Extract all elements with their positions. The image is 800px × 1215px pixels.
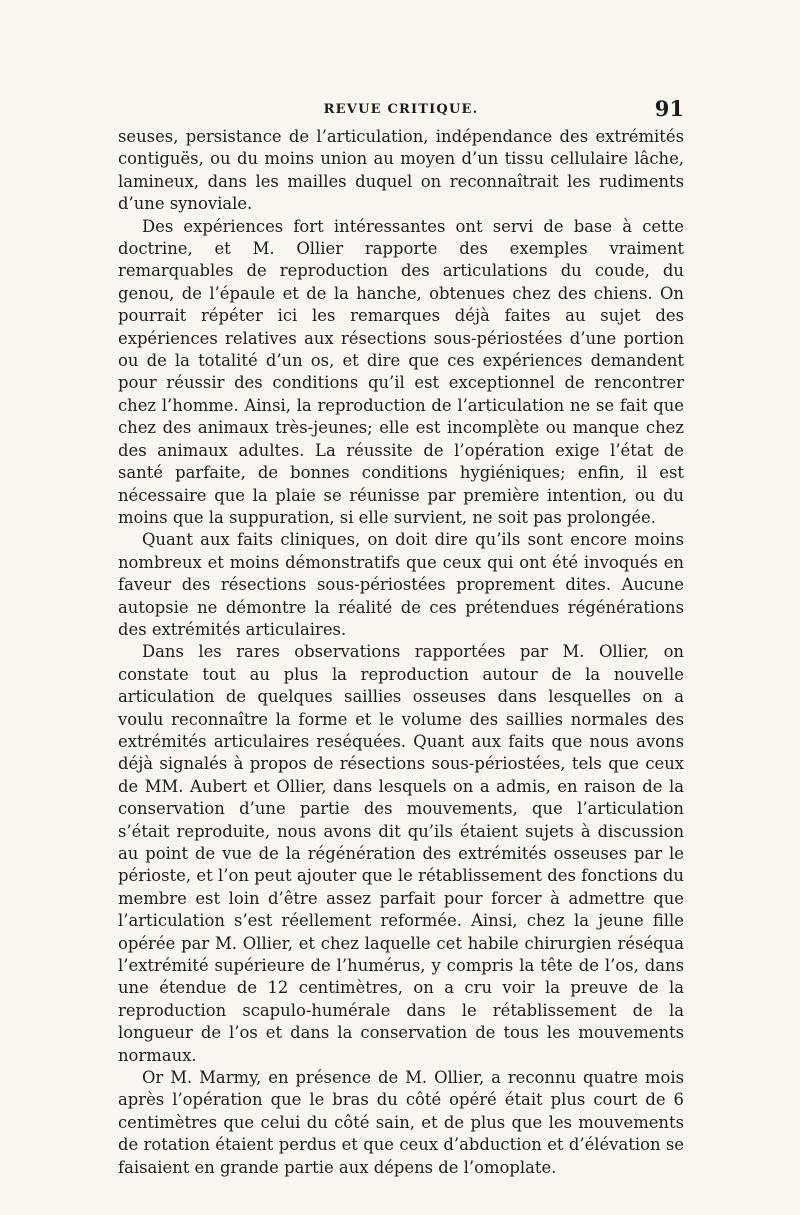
page-header xyxy=(118,96,684,126)
paragraph-3: Quant aux faits cliniques, on doit dire qu’ils sont encore moins nombreux et moins démonstratifs que ceux qui ont été invoqués en faveur des résections sous-périostées proprement dites. Aucune autopsie ne démontre la réalité de ces prétendues régénérations des extrémités articulaires. xyxy=(118,530,684,639)
paragraph-4: Dans les rares observations rapportées par M. Ollier, on constate tout au plus la reproduction autour de la nouvelle articulation de quelques saillies osseuses dans lesquelles on a voulu reconnaître la forme et le volume des saillies normales des extrémités articulaires reséquées. Quant aux faits que nous avons déjà signalés à propos de résections sous-périostées, tels que ceux de MM. Aubert et Ollier, dans lesquels on a admis, en raison de la conservation d’une partie des mouvements, que l’articulation s’était reproduite, nous avons dit qu’ils étaient sujets à discussion au point de vue de la régénération des extrémités osseuses par le périoste, et l’on peut ajouter que le rétablissement des fonctions du membre est loin d’être assez parfait pour forcer à admettre que l’articulation s’est réellement reformée. Ainsi, chez la jeune fille opérée par M. Ollier, et chez laquelle cet habile chirurgien réséqua l’extrémité supérieure de l’humérus, y compris la tête de l’os, dans une étendue de 12 centimètres, on a cru voir la preuve de la reproduction scapulo-humérale dans le rétablissement de la longueur de l’os et dans la conservation de tous les mouvements normaux. xyxy=(118,642,684,1065)
paragraph-2: Des expériences fort intéressantes ont servi de base à cette doctrine, et M. Ollier rapporte des exemples vraiment remarquables de reproduction des articulations du coude, du genou, de l’épaule et de la hanche, obtenues chez des chiens. On pourrait répéter ici les remarques déjà faites au sujet des expériences relatives aux résections sous-périostées d’une portion ou de la totalité d’un os, et dire que ces expériences demandent pour réussir des conditions qu’il est exceptionnel de rencontrer chez l’homme. Ainsi, la reproduction de l’articulation ne se fait que chez des animaux très-jeunes; elle est incomplète ou manque chez des animaux adultes. La réussite de l’opération exige l’état de santé parfaite, de bonnes conditions hygiéniques; enfin, il est nécessaire que la plaie se réunisse par première intention, ou du moins que la suppuration, si elle survient, ne soit pas prolongée. xyxy=(118,216,684,527)
paragraph-1: seuses, persistance de l’articulation, indépendance des extrémités contiguës, ou du moins union au moyen d’un tissu cellulaire lâche, lamineux, dans les mailles duquel on reconnaîtrait les rudiments d’une synoviale. xyxy=(118,127,684,214)
running-title: REVUE CRITIQUE. xyxy=(323,102,479,117)
paragraph-5: Or M. Marmy, en présence de M. Ollier, a reconnu quatre mois après l’opération que le bras du côté opéré était plus court de 6 centimètres que celui du côté sain, et de plus que les mouvements de rotation étaient perdus et que ceux d’abduction et d’élévation se faisaient en grande partie aux dépens de l’omoplate. xyxy=(118,1068,684,1177)
body-text xyxy=(118,126,684,1179)
page-number: 91 xyxy=(654,96,684,121)
